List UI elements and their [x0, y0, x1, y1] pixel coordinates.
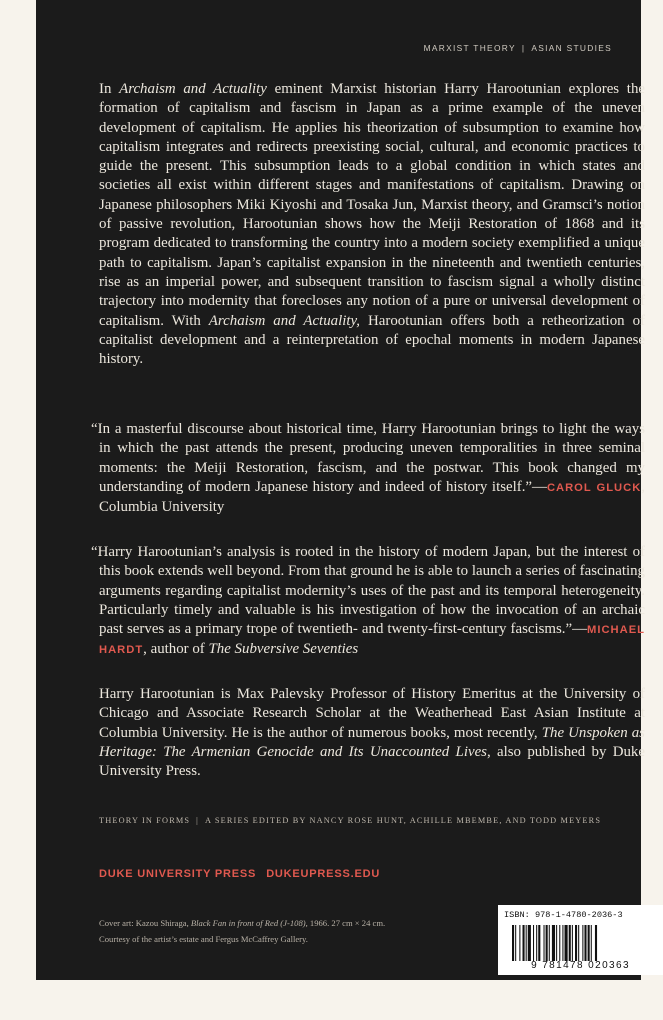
- bio-part-1: Harry Harootunian is Max Palevsky Professor of History Emeritus at the University of Chicago and Associate Research Scholar at the Weatherhead East Asian Institute at Columbia University. He is the author of numerous books, most recently,: [99, 686, 645, 741]
- series-line: [99, 816, 645, 825]
- cover-art-line: [99, 915, 479, 931]
- isbn-text: ISBN: 978-1-4780-2036-3: [504, 910, 623, 920]
- blurb-affiliation: , author of: [143, 641, 209, 658]
- cover-art-courtesy: Courtesy of the artist’s estate and Fergus McCaffrey Gallery.: [99, 934, 308, 944]
- category-separator: |: [521, 43, 526, 53]
- barcode-bars: [512, 925, 657, 961]
- barcode: [498, 905, 663, 975]
- author-bio: [99, 685, 645, 781]
- cover-art-work: Black Fan in front of Red (J-108): [190, 918, 306, 928]
- blurb-affiliation-title: The Subversive Seventies: [208, 641, 359, 658]
- blurb-michael-hardt: [91, 543, 645, 661]
- back-cover: [36, 0, 646, 980]
- publisher-name: DUKE UNIVERSITY PRESS: [99, 868, 257, 880]
- book-title: Archaism and Actuality: [119, 81, 267, 97]
- cover-art-details: , 1966. 27 cm × 24 cm.: [305, 918, 386, 928]
- blurb-author: MICHAEL HARDT: [99, 624, 645, 657]
- description-part-2: Harootunian offers both a retheorization of capitalist development and a reinterpretation of epochal moments in modern Japanese history.: [99, 312, 645, 368]
- category-asian-studies: ASIAN STUDIES: [531, 43, 612, 53]
- blurb-text: “Harry Harootunian’s analysis is rooted in the history of modern Japan, but the interest of this book extends well beyond. From that ground he is able to launch a series of fascinating arguments regarding capitalist modernity’s uses of the past and its temporal heterogeneity. Particularly timely and valuable is his investigation of how the invocation of an archaic past serves as a primary trope of twentieth- and twenty-first-century fascisms.”—: [91, 544, 645, 638]
- page-margin: [0, 980, 641, 1020]
- blurb-text: “In a masterful discourse about historical time, Harry Harootunian brings to light the ways in which the past attends the present, producing uneven temporalities in three seminal moments: the Meiji Restoration, fascism, and the postwar. This book changed my understanding of modern Japanese history and indeed of history itself.”—: [91, 421, 645, 495]
- publisher-url: DUKEUPRESS.EDU: [266, 868, 381, 880]
- blurb-carol-gluck: [91, 420, 646, 517]
- bio-part-2: , also published by Duke University Press.: [99, 743, 645, 780]
- series-name: THEORY IN FORMS: [99, 816, 191, 825]
- bio-book-title: The Unspoken as Heritage: The Armenian Genocide and Its Unaccounted Lives: [99, 724, 645, 760]
- category-marxist-theory: MARXIST THEORY: [423, 43, 516, 53]
- barcode-number: 9 781478 020363: [531, 960, 630, 971]
- book-title-2: Archaism and Actuality,: [208, 312, 361, 329]
- description-lead: In: [99, 81, 120, 97]
- series-separator: |: [196, 816, 199, 825]
- cover-art-credit: [99, 915, 479, 947]
- book-description: [99, 80, 645, 369]
- description-part-1: eminent Marxist historian Harry Harootunian explores the formation of capitalism and fascism in Japan as a prime example of the uneven development of capitalism. He applies his theorization of subsumption to examine how capitalism integrates and redirects preexisting social, cultural, and economic practices to guide the present. This subsumption leads to a global condition in which states and societies all exist within different stages and manifestations of capitalism. Drawing on Japanese philosophers Miki Kiyoshi and Tosaka Jun, Marxist theory, and Gramsci’s notion of passive revolution, Harootunian shows how the Meiji Restoration of 1868 and its program dedicated to transforming the country into a modern society exemplified a unique path to capitalism. Japan’s capitalist expansion in the nineteenth and twentieth centuries, rise as an imperial power, and subsequent transition to fascism signal a wholly distinct trajectory into modernity that forecloses any notion of a pure or universal development of capitalism. With: [99, 81, 645, 329]
- subject-category: [424, 43, 612, 53]
- publisher-line: [99, 868, 380, 880]
- series-editors: A SERIES EDITED BY NANCY ROSE HUNT, ACHILLE MBEMBE, AND TODD MEYERS: [204, 816, 602, 825]
- cover-art-prefix: Cover art: Kazou Shiraga,: [99, 918, 191, 928]
- blurb-author: CAROL GLUCK: [546, 481, 642, 494]
- blurb-affiliation: , Columbia University: [99, 478, 646, 516]
